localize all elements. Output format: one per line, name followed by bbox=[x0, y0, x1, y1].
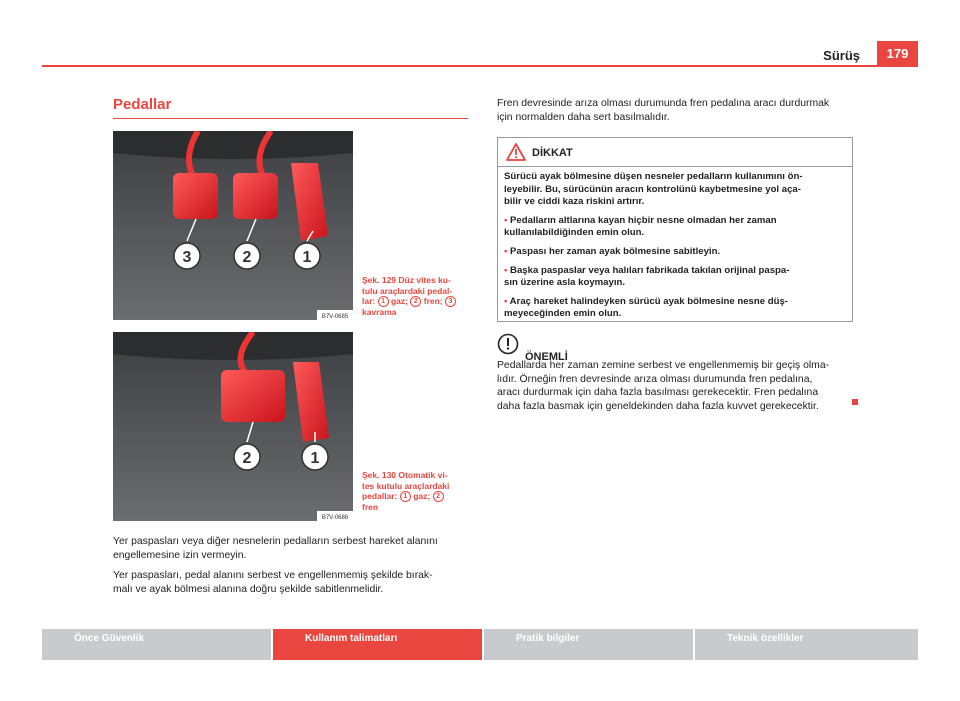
figure-label-2: 2 bbox=[242, 450, 252, 467]
text-line: Sürücü ayak bölmesine düşen nesneler pedalların kullanımını ön- bbox=[504, 171, 803, 182]
text-line: Yer paspasları, pedal alanını serbest ve engellenmemiş şekilde bırak- bbox=[113, 570, 433, 581]
text-line: leyebilir. Bu, sürücünün aracın kontrolünü kaybetmesine yol aça- bbox=[504, 183, 801, 195]
caption-text: tulu araçlardaki pedal- bbox=[362, 285, 453, 296]
brake-pedal bbox=[221, 370, 285, 422]
text-line: aracı durdurmak için daha fazla basılması gerekecektir. Fren pedalına bbox=[497, 387, 819, 398]
warning-triangle-icon bbox=[506, 143, 526, 161]
bullet-icon: • bbox=[504, 245, 508, 257]
left-paragraph-2 bbox=[113, 569, 473, 596]
callout-3: 3 bbox=[445, 296, 456, 307]
caption-text: kavrama bbox=[362, 307, 397, 318]
text-line: engellemesine izin vermeyin. bbox=[113, 549, 247, 561]
header-rule bbox=[42, 65, 918, 67]
warning-title: DİKKAT bbox=[532, 147, 573, 159]
caption-number: Şek. 130 bbox=[362, 470, 397, 480]
figure-manual-pedals bbox=[113, 131, 353, 320]
clutch-pedal bbox=[173, 173, 218, 219]
footer-tab-operation[interactable] bbox=[273, 629, 482, 660]
caption-text: pedallar: bbox=[362, 491, 398, 501]
left-paragraph-1 bbox=[113, 535, 473, 562]
figure-code: B7V-0686 bbox=[321, 515, 349, 521]
note-title: ÖNEMLİ bbox=[525, 351, 568, 363]
text-line: Pedalların altlarına kayan hiçbir nesne olmadan her zaman bbox=[510, 214, 777, 226]
warning-body bbox=[504, 171, 848, 327]
warning-box bbox=[497, 137, 853, 322]
figure-code: B7V-0685 bbox=[321, 314, 349, 320]
tab-label: Teknik özellikler bbox=[727, 633, 804, 644]
running-header-title: Sürüş bbox=[823, 48, 860, 63]
footer-tab-safety[interactable] bbox=[42, 629, 271, 660]
text-line: Başka paspaslar veya halıları fabrikada takılan orijinal paspa- bbox=[510, 264, 790, 276]
footer-tab-technical[interactable] bbox=[695, 629, 918, 660]
tab-label: Kullanım talimatları bbox=[305, 633, 398, 644]
callout-2: 2 bbox=[410, 296, 421, 307]
figure-automatic-pedals bbox=[113, 332, 353, 521]
caption-text: fren; bbox=[423, 296, 443, 306]
caption-text: fren bbox=[362, 502, 379, 513]
figure-label-1: 1 bbox=[302, 249, 312, 266]
end-of-section-square-icon bbox=[852, 399, 858, 405]
brake-pedal bbox=[233, 173, 278, 219]
figure-label-2: 2 bbox=[242, 249, 252, 266]
caption-text: gaz; bbox=[390, 296, 408, 306]
text-line: için normalden daha sert basılmalıdır. bbox=[497, 111, 670, 123]
text-line: malı ve ayak bölmesi alanına doğru şekilde sabitlenmelidir. bbox=[113, 583, 384, 595]
tab-label: Pratik bilgiler bbox=[516, 633, 580, 644]
caption-text: gaz; bbox=[413, 491, 431, 501]
text-line: Paspası her zaman ayak bölmesine sabitleyin. bbox=[510, 245, 721, 257]
caption-text: tes kutulu araçlardaki bbox=[362, 480, 450, 491]
figure-129-caption bbox=[362, 275, 470, 318]
exclamation-icon bbox=[497, 333, 519, 355]
figure-label-3: 3 bbox=[182, 249, 192, 266]
text-line: lıdır. Örneğin fren devresinde arıza olması durumunda fren pedalına, bbox=[497, 373, 813, 385]
text-line: daha fazla basmak için geneldekinden daha fazla kuvvet gerekecektir. bbox=[497, 400, 819, 412]
caption-number: Şek. 129 bbox=[362, 275, 397, 285]
caption-text: Düz vites ku- bbox=[398, 275, 451, 285]
figure-130-caption bbox=[362, 470, 470, 513]
callout-2: 2 bbox=[433, 491, 444, 502]
footer-tab-practical[interactable] bbox=[484, 629, 693, 660]
text-line: meyeceğinden emin olun. bbox=[504, 308, 622, 320]
note-paragraph bbox=[497, 359, 867, 413]
tab-label: Önce Güvenlik bbox=[74, 633, 145, 644]
text-line: kullanılabildiğinden emin olun. bbox=[504, 227, 645, 239]
footer-nav bbox=[42, 629, 918, 660]
text-line: Fren devresinde arıza olması durumunda fren pedalına aracı durdurmak bbox=[497, 98, 830, 109]
bullet-icon: • bbox=[504, 295, 508, 307]
text-line: bilir ve ciddi kaza riskini artırır. bbox=[504, 196, 645, 208]
text-line: Pedallarda her zaman zemine serbest ve engellenmemiş bir geçiş olma- bbox=[497, 360, 830, 371]
text-line: sın üzerine asla koymayın. bbox=[504, 277, 626, 289]
section-rule bbox=[113, 118, 468, 119]
callout-1: 1 bbox=[400, 491, 411, 502]
callout-1: 1 bbox=[378, 296, 389, 307]
page-number: 179 bbox=[877, 41, 918, 66]
bullet-icon: • bbox=[504, 264, 508, 276]
caption-text: Otomatik vi- bbox=[398, 470, 448, 480]
figure-label-1: 1 bbox=[310, 450, 320, 467]
bullet-icon: • bbox=[504, 214, 508, 226]
caption-text: lar: bbox=[362, 296, 376, 306]
text-line: Araç hareket halindeyken sürücü ayak bölmesine nesne düş- bbox=[509, 295, 788, 307]
text-line: Yer paspasları veya diğer nesnelerin pedalların serbest hareket alanını bbox=[113, 536, 438, 547]
warning-header bbox=[498, 138, 852, 167]
right-intro-paragraph bbox=[497, 97, 867, 124]
section-title: Pedallar bbox=[113, 96, 172, 113]
